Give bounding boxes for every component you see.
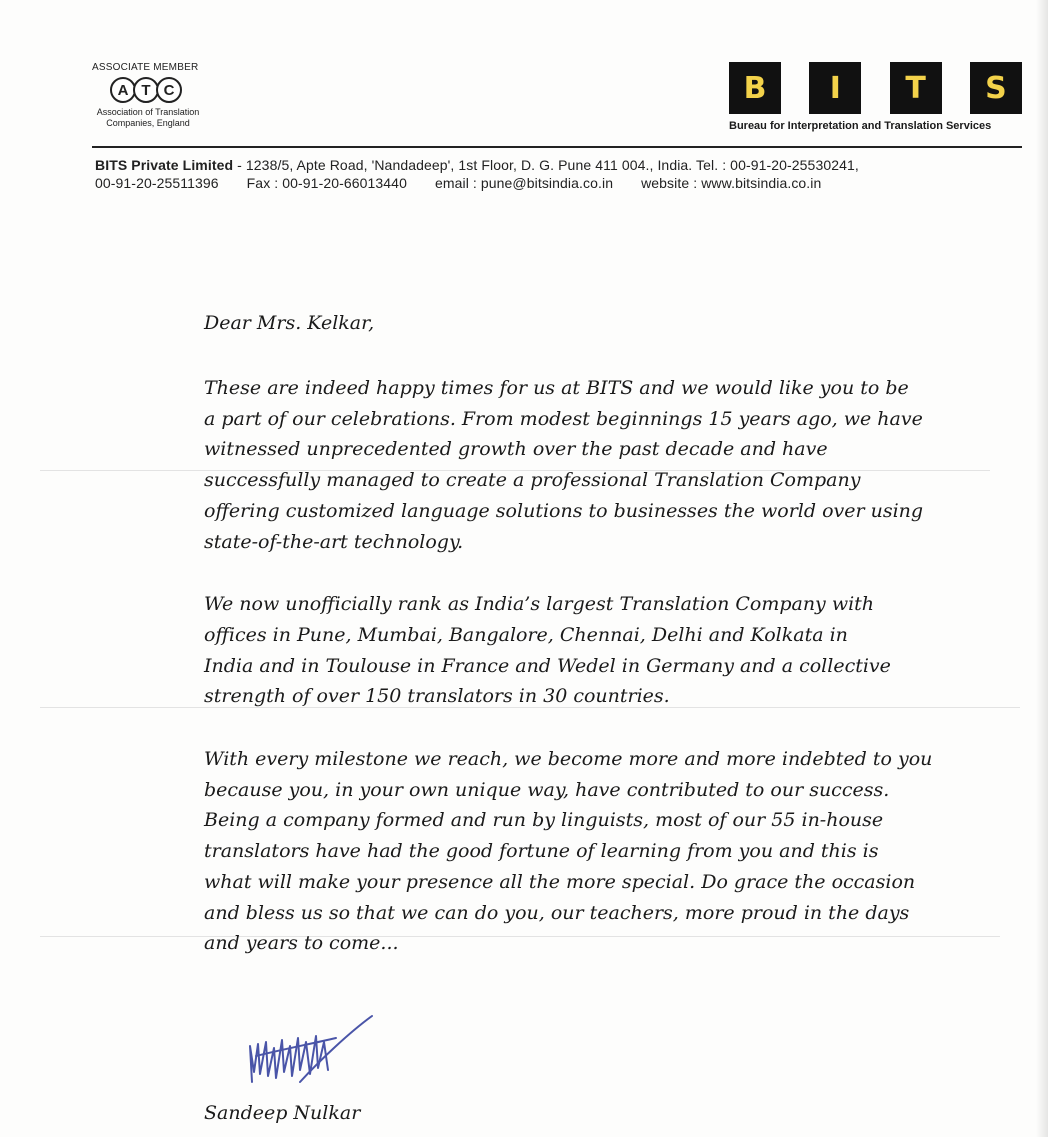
paragraph-line: offering customized language solutions to businesses the world over using bbox=[204, 499, 924, 522]
atc-subtitle-line-1: Association of Translation bbox=[96, 107, 200, 117]
paragraph-line: India and in Toulouse in France and Wedel in Germany and a collective bbox=[204, 654, 891, 677]
bits-box-i: I bbox=[809, 62, 861, 114]
paragraph-line: offices in Pune, Mumbai, Bangalore, Chennai, Delhi and Kolkata in bbox=[204, 623, 848, 646]
bits-tagline: Bureau for Interpretation and Translation Services bbox=[729, 120, 992, 132]
atc-subtitle bbox=[92, 107, 204, 129]
company-address: - 1238/5, Apte Road, 'Nandadeep', 1st Floor, D. G. Pune 411 004., India. Tel. : 00-91-20-25530241, bbox=[237, 157, 859, 173]
paragraph-line: translators have had the good fortune of learning from you and this is bbox=[204, 840, 879, 863]
bits-letter-boxes bbox=[729, 62, 1022, 114]
atc-subtitle-line-2: Companies, England bbox=[106, 118, 190, 128]
company-website: website : www.bitsindia.co.in bbox=[641, 175, 822, 191]
salutation: Dear Mrs. Kelkar, bbox=[204, 312, 375, 334]
paragraph-line: and bless us so that we can do you, our teachers, more proud in the days bbox=[204, 901, 910, 924]
paragraph-line: strength of over 150 translators in 30 countries. bbox=[204, 685, 670, 708]
atc-circle-c: C bbox=[156, 77, 182, 103]
address-line-2 bbox=[95, 174, 1030, 192]
signer-name: Sandeep Nulkar bbox=[204, 1102, 361, 1124]
company-name: BITS Private Limited bbox=[95, 157, 234, 173]
paragraph-line: These are indeed happy times for us at BITS and we would like you to be bbox=[204, 377, 909, 399]
paragraph-line: Being a company formed and run by linguists, most of our 55 in-house bbox=[204, 809, 884, 832]
paragraph-line: and years to come... bbox=[204, 932, 399, 955]
atc-circle-a: A bbox=[110, 77, 136, 103]
paragraph-line: state-of-the-art technology. bbox=[204, 530, 464, 553]
bits-logo bbox=[729, 62, 1022, 132]
paragraph-line: We now unofficially rank as India’s largest Translation Company with bbox=[204, 593, 875, 616]
paragraph-3 bbox=[204, 744, 933, 959]
atc-circles bbox=[110, 77, 222, 103]
company-email: email : pune@bitsindia.co.in bbox=[434, 175, 614, 191]
paragraph-line: With every milestone we reach, we become more and more indebted to you bbox=[204, 748, 933, 771]
letter-body bbox=[204, 308, 933, 991]
company-tel-2: 00-91-20-25511396 bbox=[95, 175, 219, 191]
paragraph-line: what will make your presence all the more special. Do grace the occasion bbox=[204, 870, 916, 893]
paragraph-line: because you, in your own unique way, have contributed to our success. bbox=[204, 778, 890, 801]
bits-box-s: S bbox=[970, 62, 1022, 114]
header-rule bbox=[92, 146, 1022, 148]
atc-circle-t: T bbox=[133, 77, 159, 103]
bits-box-b: B bbox=[729, 62, 781, 114]
paragraph-line: a part of our celebrations. From modest beginnings 15 years ago, we have bbox=[204, 407, 923, 430]
atc-associate-label: ASSOCIATE MEMBER bbox=[92, 62, 199, 73]
letterhead-address bbox=[95, 156, 1030, 192]
atc-membership-logo bbox=[92, 62, 222, 129]
page-edge-shadow bbox=[1036, 0, 1048, 1137]
company-fax: Fax : 00-91-20-66013440 bbox=[246, 175, 407, 191]
bits-box-t: T bbox=[890, 62, 942, 114]
paragraph-line: witnessed unprecedented growth over the past decade and have bbox=[204, 438, 828, 461]
paragraph-2 bbox=[204, 589, 924, 712]
handwritten-signature bbox=[240, 1012, 380, 1092]
paragraph-line: successfully managed to create a professional Translation Company bbox=[204, 469, 861, 492]
address-line-1 bbox=[95, 156, 1030, 174]
paragraph-1 bbox=[204, 373, 924, 557]
